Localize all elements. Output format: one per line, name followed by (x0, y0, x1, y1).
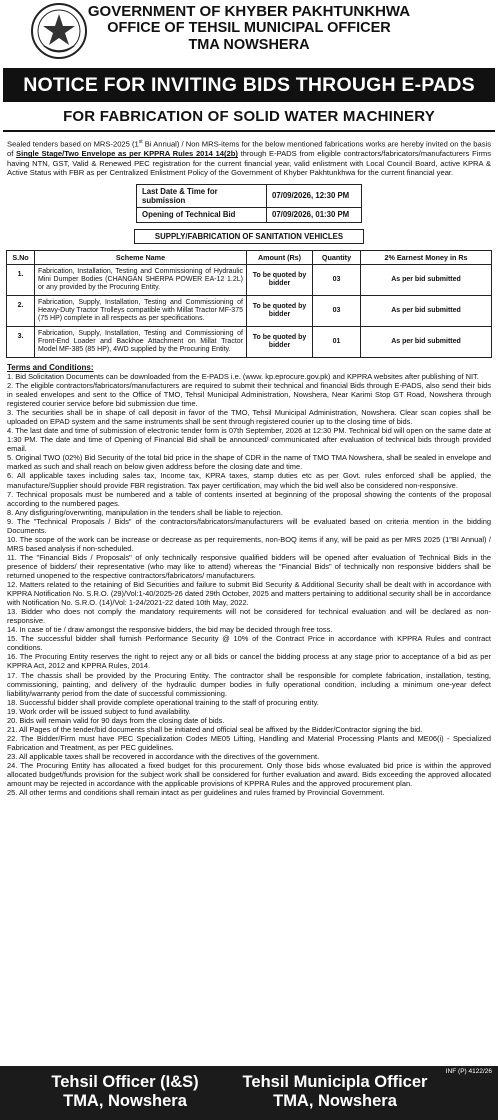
cell-amount: To be quoted by bidder (247, 295, 313, 326)
term-item: 8. Any disfiguring/overwriting, manipulation in the tenders shall be liable to rejection. (7, 507, 283, 517)
signatory-2-title: Tehsil Municipla Officer (242, 1073, 428, 1091)
table-row (7, 264, 492, 295)
supply-title: SUPPLY/FABRICATION OF SANITATION VEHICLES (134, 229, 364, 244)
dates-value: 07/09/2026, 01:30 PM (267, 207, 362, 222)
terms-section (7, 363, 491, 797)
intro-text-mid: Bi Annual) / Non MRS-items for the below mentioned fabrications works are hereby invited on the basis of (7, 139, 491, 159)
term-item: 23. All applicable taxes shall be recovered in accordance with the directives of the government. (7, 751, 320, 761)
term-item: 25. All other terms and conditions shall remain intact as per guidelines and rules framed by Provincial Government. (7, 788, 385, 798)
dates-label: Opening of Technical Bid (137, 207, 267, 222)
table-row (7, 295, 492, 326)
intro-text-before: Sealed tenders based on MRS-2025 (1 (7, 139, 139, 149)
signatory-1 (40, 1073, 210, 1111)
divider (3, 130, 495, 132)
header-office: OFFICE OF TEHSIL MUNICIPAL OFFICER (107, 20, 391, 36)
col-header-sno: S.No (7, 250, 35, 264)
term-item: 13. Bidder who does not comply the mandatory requirements will not be considered for technical evaluation and will be declared as non-responsive. (7, 607, 491, 626)
dates-label: Last Date & Time for submission (137, 184, 267, 207)
intro-text-after: through E-PADS from eligible contractors/fabricators/manufacturers Firms having NTN, GST, Valid & Renewed PEC registration for the current financial year, valid enlistment with Local Council Board, active KPRA & Active Status with FBR as per Centralized Enlistment Policy of the Government of Khyber Pakhtunkhwa for the current financial year. (7, 149, 491, 178)
terms-title: Terms and Conditions: (7, 362, 94, 372)
inf-reference: INF (P) 4122/26 (445, 1068, 492, 1075)
cell-amount: To be quoted by bidder (247, 264, 313, 295)
signature-footer (0, 1066, 498, 1120)
table-row (7, 326, 492, 357)
notice-banner: NOTICE FOR INVITING BIDS THROUGH E-PADS (3, 68, 495, 102)
dates-row (137, 184, 362, 207)
cell-earnest: As per bid submitted (361, 295, 492, 326)
term-item: 15. The successful bidder shall furnish Performance Security @ 10% of the Contract Price in accordance with KPPRA Rules and contract conditions. (7, 634, 491, 653)
header-tma: TMA NOWSHERA (188, 37, 310, 53)
cell-sno: 3. (7, 326, 35, 357)
dates-table (136, 184, 362, 223)
term-item: 5. Original TWO (02%) Bid Security of the total bid price in the shape of CDR in the name of TMO TMA Nowshera, shall be sealed in envelope and marked as such and shall reach on below given address before the closing date and time. (7, 453, 491, 472)
table-header-row (7, 250, 492, 264)
term-item: 22. The Bidder/Firm must have PEC Specialization Codes ME05 Lifting, Handling and Material Processing Plants and ME06(i) - Specialized Fabrication and Treatment, as per PEC guidelines. (7, 733, 491, 752)
term-item: 17. The chassis shall be provided by the Procuring Entity. The contractor shall be responsible for complete fabrication, installation, testing, commissioning, painting, and delivery of the hydraulic dumper bodies in fully operational condition, including a minimum one-year defect liability/warranty period from the date of successful commissioning. (7, 670, 491, 698)
term-item: 24. The Procuring Entity has allocated a fixed budget for this procurement. Only those bids whose evaluated bid price is within the approved allocated budget/funds provision for the subject work shall be considered for further evaluation and award. Bids exceeding the approved allocated amount may be rejected in accordance with the applicable provisions of KPPRA Rules and the approved procurement plan. (7, 760, 491, 789)
cell-earnest: As per bid submitted (361, 326, 492, 357)
notice-subtitle: FOR FABRICATION OF SOLID WATER MACHINERY (63, 108, 435, 125)
term-item: 18. Successful bidder shall provide complete operational training to the staff of procuring entity. (7, 697, 319, 707)
term-item: 1. Bid Solicitation Documents can be downloaded from the E-PADS i.e. (www. kp.eprocure.gov.pk) and KPPRA websites after publishing of NIT. (7, 371, 479, 381)
term-item: 10. The scope of the work can be increase or decrease as per requirements, non-BOQ items if any, will be paid as per MRS 2025 (1"BI Annual) / MRS based analysis if non-scheduled. (7, 534, 491, 553)
notice-header (0, 0, 498, 64)
term-item: 7. Technical proposals must be numbered and a table of contents inserted at beginning of the proposal showing the contents of the proposal according to the numbered pages. (7, 489, 491, 508)
intro-bold-basis: Single Stage/Two Envelope as per KPPRA Rules 2014 14(2b) (16, 149, 238, 159)
cell-earnest: As per bid submitted (361, 264, 492, 295)
cell-amount: To be quoted by bidder (247, 326, 313, 357)
cell-sno: 2. (7, 295, 35, 326)
cell-sno: 1. (7, 264, 35, 295)
intro-superscript: st (138, 139, 143, 145)
term-item: 3. The securities shall be in shape of call deposit in favor of the TMO, Tehsil Municipal Administration, Nowshera. Clear scan copies shall be uploaded on EPAD system and the same instruments shall be sent through registered courier up to the closing time of bids. (7, 408, 491, 427)
dates-row (137, 207, 362, 222)
signatory-1-title: Tehsil Officer (I&S) (51, 1073, 199, 1091)
term-item: 4. The last date and time of submission of electronic tender form is 07th September, 2026 at 12:30 PM. Technical bid will open on the same date at 1:30 PM. The date and time of Opening of Financial Bid shall be announced/ communicated after evaluation of technical bids through provided email. (7, 426, 491, 454)
term-item: 9. The "Technical Proposals / Bids" of the contractors/fabricators/manufacturers will be evaluated based on criteria mention in the bidding Documents. (7, 516, 491, 535)
signatory-1-office: TMA, Nowshera (63, 1092, 187, 1110)
col-header-scheme: Scheme Name (35, 250, 247, 264)
cell-quantity: 03 (313, 295, 361, 326)
cell-scheme: Fabrication, Installation, Testing and Commissioning of Hydraulic Mini Dumper Bodies (CHANGAN SHERPA POWER EA-12 1.2L) or any provided by the Procuring Entity. (35, 264, 247, 295)
term-item: 2. The eligible contractors/fabricators/manufacturers are required to submit their technical and financial Bids through E-PADS, also send their bids in sealed envelopes and sent to the Office of TMO, Tehsil Municipal Administration, Nowshera, Near Karimi Stop GT Road, Nowshera through registered courier service before bid submission due time. (7, 381, 491, 409)
term-item: 21. All Pages of the tender/bid documents shall be initiated and official seal be affixed by the Bidder/Contractor signing the bid. (7, 724, 423, 734)
header-government: GOVERNMENT OF KHYBER PAKHTUNKHWA (87, 3, 411, 20)
cell-quantity: 03 (313, 264, 361, 295)
term-item: 16. The Procuring Entity reserves the right to reject any or all bids or cancel the bidding process at any stage prior to acceptance of a bid as per KPPRA Act, 2012 and KPPRA Rules, 2014. (7, 652, 491, 671)
term-item: 19. Work order will be issued subject to fund availability. (7, 706, 191, 716)
signatory-2-office: TMA, Nowshera (273, 1092, 397, 1110)
signatory-2 (225, 1073, 445, 1111)
intro-paragraph (7, 138, 491, 178)
col-header-quantity: Quantity (313, 250, 361, 264)
term-item: 12. Matters related to the retaining of Bid Securities and failure to submit Bid Security & Additional Security shall be dealt with in accordance with KPPRA Notification No. S.R.O. (29)/Vol:1-40/2025-26 dated 29th October, 2025 and matters pertaining to additional security shall be in accordance with Notification No. S.R.O. (14)/Vol: 1-24/2021-22 dated 10th May, 2022. (7, 580, 491, 608)
term-item: 11. The "Financial Bids / Proposals" of only technically responsive qualified bidders will be opened after evaluation of Technical Bids in the presence of bidders/ their representative (who may like to attend) whereas the "Financial Bids" of technically non responsive bidders shall be returned unopened to the respective contractors/fabricators/ manufacturers. (7, 552, 491, 580)
term-item: 6. All applicable taxes including sales tax, Income tax, KPRA taxes, stamp duties etc as per Govt. rules enforced shall be applied, the manufacture/Supplier should provide FBR registration. Tax payer certification, may which the bid well also be considered non-responsive. (7, 471, 491, 490)
cell-scheme: Fabrication, Supply, Installation, Testing and Commissioning of Front-End Loader and Backhoe Attachment on Millat Tractor Model MF-385 (85 HP), 4WD supplied by the Procuring Entity. (35, 326, 247, 357)
kp-government-logo (30, 2, 88, 60)
term-item: 14. In case of tie / draw amongst the responsive bidders, the bid may be decided through free toss. (7, 625, 333, 635)
cell-quantity: 01 (313, 326, 361, 357)
schemes-table (6, 250, 492, 358)
col-header-earnest: 2% Earnest Money in Rs (361, 250, 492, 264)
dates-value: 07/09/2026, 12:30 PM (267, 184, 362, 207)
cell-scheme: Fabrication, Supply, Installation, Testing and Commissioning of Heavy-Duty Tractor Trolleys compatible with Millat Tractor MF-375 (75 HP) complete in all respects as per specifications. (35, 295, 247, 326)
col-header-amount: Amount (Rs) (247, 250, 313, 264)
term-item: 20. Bids will remain valid for 90 days from the closing date of bids. (7, 715, 225, 725)
